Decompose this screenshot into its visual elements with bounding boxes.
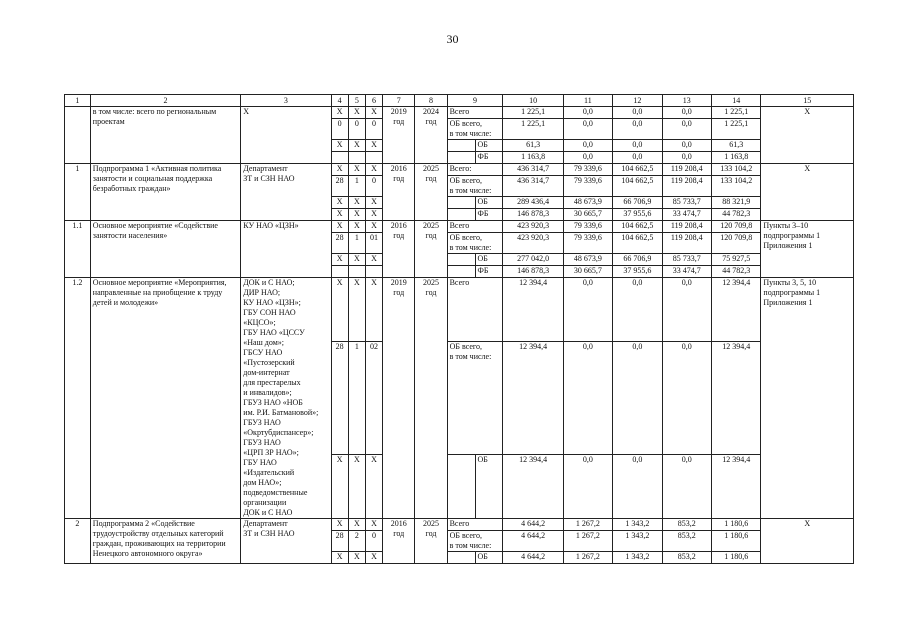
amount-cell: 423 920,3 <box>503 221 563 233</box>
code-cell: Х <box>348 254 365 266</box>
source-blank <box>447 254 475 266</box>
source-label: Всего <box>447 278 503 342</box>
source-blank <box>447 552 475 564</box>
table-row <box>65 164 854 176</box>
amount-cell: 1 225,1 <box>503 119 563 140</box>
end-year: 2024 год <box>415 107 447 164</box>
amount-cell: 1 163,8 <box>711 152 760 164</box>
code-cell: Х <box>365 454 382 518</box>
start-year: 2016 год <box>383 519 415 564</box>
code-cell: 28 <box>331 531 348 552</box>
code-cell: Х <box>331 278 348 342</box>
amount-cell: 0,0 <box>662 342 711 454</box>
budget-table <box>64 94 854 564</box>
code-cell: Х <box>365 221 382 233</box>
source-blank <box>447 140 475 152</box>
amount-cell: 37 955,6 <box>613 266 662 278</box>
source-label: Всего <box>447 107 503 119</box>
code-cell: 0 <box>365 531 382 552</box>
amount-cell: 30 665,7 <box>563 266 612 278</box>
code-cell: 1 <box>348 233 365 254</box>
source-sub: ОБ <box>475 140 503 152</box>
amount-cell: 0,0 <box>563 107 612 119</box>
amount-cell: 853,2 <box>662 552 711 564</box>
source-blank <box>447 209 475 221</box>
source-sub: ОБ <box>475 254 503 266</box>
code-cell: 28 <box>331 342 348 454</box>
item-number: 1 <box>65 164 91 221</box>
code-cell: 01 <box>365 233 382 254</box>
code-cell: 28 <box>331 233 348 254</box>
table-row <box>65 107 854 119</box>
code-cell: Х <box>365 278 382 342</box>
amount-cell: 66 706,9 <box>613 197 662 209</box>
amount-cell: 48 673,9 <box>563 197 612 209</box>
code-cell: 28 <box>331 176 348 197</box>
code-cell: 02 <box>365 342 382 454</box>
code-cell: Х <box>331 107 348 119</box>
code-cell: Х <box>331 254 348 266</box>
item-name: Подпрограмма 2 «Содействие трудоустройству отдельных категорий граждан, проживающих на территории Ненецкого автономного округа» <box>90 519 240 564</box>
source-sub: ФБ <box>475 209 503 221</box>
amount-cell: 85 733,7 <box>662 197 711 209</box>
note-cell: Х <box>761 519 854 564</box>
amount-cell: 120 709,8 <box>711 233 760 254</box>
amount-cell: 0,0 <box>613 454 662 518</box>
code-cell: 0 <box>365 176 382 197</box>
code-cell: 2 <box>348 531 365 552</box>
amount-cell: 12 394,4 <box>711 454 760 518</box>
item-name: Подпрограмма 1 «Активная политика занятости и социальная поддержка безработных граждан» <box>90 164 240 221</box>
amount-cell: 1 267,2 <box>563 531 612 552</box>
amount-cell: 120 709,8 <box>711 221 760 233</box>
code-cell: Х <box>348 140 365 152</box>
header-cell: 8 <box>415 95 447 107</box>
amount-cell: 85 733,7 <box>662 254 711 266</box>
code-cell: 1 <box>348 342 365 454</box>
header-cell: 2 <box>90 95 240 107</box>
item-number: 1.2 <box>65 278 91 519</box>
amount-cell: 1 180,6 <box>711 552 760 564</box>
source-label: ОБ всего, в том числе: <box>447 233 503 254</box>
amount-cell: 133 104,2 <box>711 164 760 176</box>
source-label: Всего <box>447 519 503 531</box>
amount-cell: 1 180,6 <box>711 519 760 531</box>
amount-cell: 1 343,2 <box>613 519 662 531</box>
amount-cell: 119 208,4 <box>662 164 711 176</box>
code-cell: Х <box>331 519 348 531</box>
code-cell: 0 <box>365 119 382 140</box>
amount-cell: 12 394,4 <box>503 454 563 518</box>
executor: ДОК и С НАО; ДИР НАО; КУ НАО «ЦЗН»; ГБУ СОН НАО «КЦСО»; ГБУ НАО «ЦССУ «Наш дом»; ГБСУ НАО «Пустозерский дом-интернат для престарелых и инвалидов»; ГБУЗ НАО «НОБ им. Р.И. Батмановой»; ГБУЗ НАО «Окртубдиспансер»; ГБУЗ НАО «ЦРП ЗР НАО»; ГБУ НАО «Издательский дом НАО»; подведомственные организации ДОК и С НАО <box>241 278 331 519</box>
header-cell: 6 <box>365 95 382 107</box>
header-cell: 4 <box>331 95 348 107</box>
amount-cell: 119 208,4 <box>662 233 711 254</box>
code-cell: 0 <box>331 119 348 140</box>
amount-cell: 1 163,8 <box>503 152 563 164</box>
header-cell: 3 <box>241 95 331 107</box>
amount-cell: 436 314,7 <box>503 164 563 176</box>
amount-cell: 436 314,7 <box>503 176 563 197</box>
source-sub: ОБ <box>475 197 503 209</box>
amount-cell: 44 782,3 <box>711 209 760 221</box>
amount-cell: 119 208,4 <box>662 221 711 233</box>
amount-cell: 104 662,5 <box>613 164 662 176</box>
amount-cell: 12 394,4 <box>503 342 563 454</box>
note-cell: Х <box>761 164 854 221</box>
source-label: ОБ всего, в том числе: <box>447 176 503 197</box>
header-cell: 15 <box>761 95 854 107</box>
source-label: ОБ всего, в том числе: <box>447 119 503 140</box>
amount-cell: 1 267,2 <box>563 552 612 564</box>
code-cell <box>348 266 365 278</box>
code-cell <box>365 266 382 278</box>
end-year: 2025 год <box>415 278 447 519</box>
amount-cell: 0,0 <box>563 152 612 164</box>
amount-cell: 146 878,3 <box>503 266 563 278</box>
source-sub: ОБ <box>475 552 503 564</box>
amount-cell: 104 662,5 <box>613 233 662 254</box>
start-year: 2016 год <box>383 164 415 221</box>
source-blank <box>447 152 475 164</box>
amount-cell: 146 878,3 <box>503 209 563 221</box>
amount-cell: 75 927,5 <box>711 254 760 266</box>
header-cell: 11 <box>563 95 612 107</box>
amount-cell: 1 225,1 <box>711 119 760 140</box>
header-cell: 14 <box>711 95 760 107</box>
code-cell: Х <box>348 107 365 119</box>
table-row <box>65 278 854 342</box>
table-row <box>65 519 854 531</box>
amount-cell: 0,0 <box>662 278 711 342</box>
code-cell: Х <box>365 197 382 209</box>
amount-cell: 61,3 <box>711 140 760 152</box>
amount-cell: 853,2 <box>662 531 711 552</box>
amount-cell: 853,2 <box>662 519 711 531</box>
amount-cell: 79 339,6 <box>563 164 612 176</box>
amount-cell: 66 706,9 <box>613 254 662 266</box>
amount-cell: 1 225,1 <box>503 107 563 119</box>
amount-cell: 0,0 <box>662 107 711 119</box>
amount-cell: 423 920,3 <box>503 233 563 254</box>
end-year: 2025 год <box>415 164 447 221</box>
amount-cell: 0,0 <box>563 278 612 342</box>
code-cell: Х <box>365 552 382 564</box>
executor: Х <box>241 107 331 164</box>
source-label: ОБ всего, в том числе: <box>447 531 503 552</box>
source-label: Всего: <box>447 164 503 176</box>
amount-cell: 0,0 <box>613 152 662 164</box>
amount-cell: 0,0 <box>563 454 612 518</box>
header-row <box>65 95 854 107</box>
header-cell: 13 <box>662 95 711 107</box>
code-cell: Х <box>365 519 382 531</box>
amount-cell: 0,0 <box>613 278 662 342</box>
code-cell: Х <box>348 209 365 221</box>
source-label: ОБ всего, в том числе: <box>447 342 503 454</box>
code-cell: Х <box>331 140 348 152</box>
code-cell: Х <box>348 454 365 518</box>
amount-cell: 119 208,4 <box>662 176 711 197</box>
amount-cell: 1 343,2 <box>613 531 662 552</box>
header-cell: 1 <box>65 95 91 107</box>
item-number <box>65 107 91 164</box>
executor: Департамент ЗТ и СЗН НАО <box>241 519 331 564</box>
amount-cell: 4 644,2 <box>503 531 563 552</box>
header-cell: 10 <box>503 95 563 107</box>
amount-cell: 0,0 <box>662 140 711 152</box>
code-cell <box>331 266 348 278</box>
code-cell <box>331 152 348 164</box>
amount-cell: 33 474,7 <box>662 209 711 221</box>
amount-cell: 277 042,0 <box>503 254 563 266</box>
amount-cell: 1 225,1 <box>711 107 760 119</box>
amount-cell: 37 955,6 <box>613 209 662 221</box>
header-cell: 7 <box>383 95 415 107</box>
code-cell: Х <box>348 164 365 176</box>
code-cell: Х <box>331 209 348 221</box>
item-number: 2 <box>65 519 91 564</box>
amount-cell: 1 267,2 <box>563 519 612 531</box>
note-cell: Пункты 3, 5, 10 подпрограммы 1 Приложения 1 <box>761 278 854 519</box>
executor: КУ НАО «ЦЗН» <box>241 221 331 278</box>
code-cell: Х <box>331 454 348 518</box>
start-year: 2019 год <box>383 278 415 519</box>
amount-cell: 33 474,7 <box>662 266 711 278</box>
amount-cell: 1 180,6 <box>711 531 760 552</box>
code-cell: Х <box>365 164 382 176</box>
source-blank <box>447 266 475 278</box>
code-cell: Х <box>348 552 365 564</box>
amount-cell: 88 321,9 <box>711 197 760 209</box>
amount-cell: 0,0 <box>563 140 612 152</box>
code-cell: Х <box>348 197 365 209</box>
code-cell: Х <box>331 221 348 233</box>
amount-cell: 104 662,5 <box>613 176 662 197</box>
amount-cell: 1 343,2 <box>613 552 662 564</box>
amount-cell: 79 339,6 <box>563 233 612 254</box>
start-year: 2016 год <box>383 221 415 278</box>
amount-cell: 30 665,7 <box>563 209 612 221</box>
header-cell: 5 <box>348 95 365 107</box>
end-year: 2025 год <box>415 221 447 278</box>
source-sub: ОБ <box>475 454 503 518</box>
amount-cell: 0,0 <box>662 152 711 164</box>
table-row <box>65 221 854 233</box>
executor: Департамент ЗТ и СЗН НАО <box>241 164 331 221</box>
amount-cell: 133 104,2 <box>711 176 760 197</box>
item-name: Основное мероприятие «Мероприятия, направленные на приобщение к труду детей и молодежи» <box>90 278 240 519</box>
amount-cell: 48 673,9 <box>563 254 612 266</box>
amount-cell: 79 339,6 <box>563 221 612 233</box>
source-blank <box>447 454 475 518</box>
code-cell: Х <box>348 221 365 233</box>
amount-cell: 61,3 <box>503 140 563 152</box>
amount-cell: 4 644,2 <box>503 552 563 564</box>
amount-cell: 0,0 <box>662 454 711 518</box>
amount-cell: 0,0 <box>613 119 662 140</box>
amount-cell: 0,0 <box>613 140 662 152</box>
amount-cell: 12 394,4 <box>711 342 760 454</box>
note-cell: Пункты 3–10 подпрограммы 1 Приложения 1 <box>761 221 854 278</box>
code-cell: Х <box>348 519 365 531</box>
amount-cell: 12 394,4 <box>503 278 563 342</box>
end-year: 2025 год <box>415 519 447 564</box>
amount-cell: 79 339,6 <box>563 176 612 197</box>
source-sub: ФБ <box>475 152 503 164</box>
source-blank <box>447 197 475 209</box>
item-number: 1.1 <box>65 221 91 278</box>
code-cell: 1 <box>348 176 365 197</box>
code-cell: Х <box>365 254 382 266</box>
amount-cell: 0,0 <box>563 119 612 140</box>
code-cell: Х <box>331 197 348 209</box>
amount-cell: 4 644,2 <box>503 519 563 531</box>
amount-cell: 0,0 <box>613 107 662 119</box>
amount-cell: 0,0 <box>563 342 612 454</box>
source-sub: ФБ <box>475 266 503 278</box>
start-year: 2019 год <box>383 107 415 164</box>
amount-cell: 289 436,4 <box>503 197 563 209</box>
code-cell: 0 <box>348 119 365 140</box>
code-cell: Х <box>331 164 348 176</box>
source-label: Всего <box>447 221 503 233</box>
amount-cell: 0,0 <box>662 119 711 140</box>
item-name: Основное мероприятие «Содействие занятости населения» <box>90 221 240 278</box>
item-name: в том числе: всего по региональным проектам <box>90 107 240 164</box>
code-cell <box>365 152 382 164</box>
note-cell: Х <box>761 107 854 164</box>
header-cell: 12 <box>613 95 662 107</box>
amount-cell: 0,0 <box>613 342 662 454</box>
amount-cell: 104 662,5 <box>613 221 662 233</box>
page-number: 30 <box>446 32 459 46</box>
amount-cell: 12 394,4 <box>711 278 760 342</box>
code-cell: Х <box>348 278 365 342</box>
code-cell: Х <box>365 140 382 152</box>
code-cell <box>348 152 365 164</box>
code-cell: Х <box>331 552 348 564</box>
header-cell: 9 <box>447 95 503 107</box>
code-cell: Х <box>365 107 382 119</box>
amount-cell: 44 782,3 <box>711 266 760 278</box>
code-cell: Х <box>365 209 382 221</box>
